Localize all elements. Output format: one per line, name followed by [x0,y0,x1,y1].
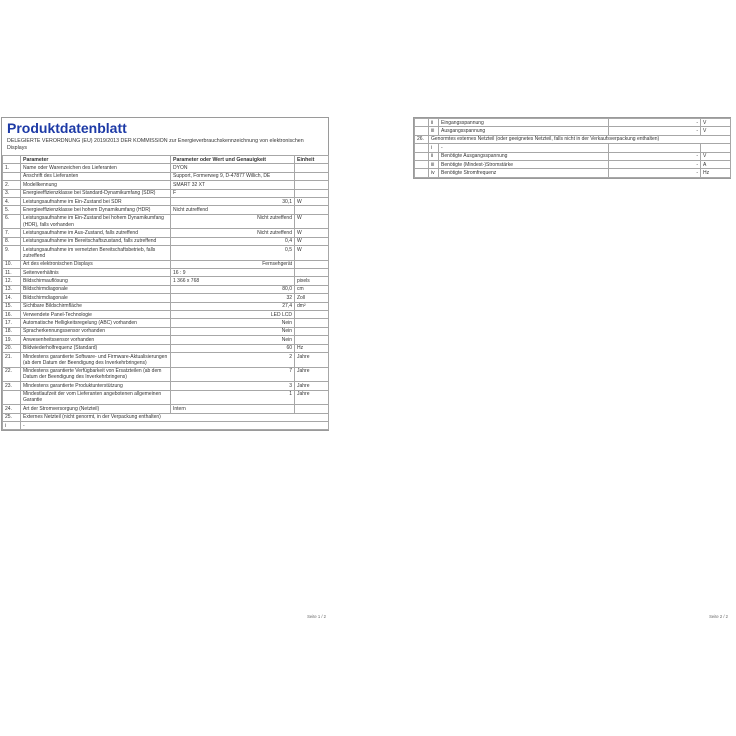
table-row [3,302,329,310]
row-num: 6. [3,214,21,229]
row-unit: dm² [295,302,329,310]
row-unit [295,336,329,344]
row-unit [295,172,329,180]
row-value: F [171,189,295,197]
row-unit [295,164,329,172]
row-param: Bildschirmdiagonale [21,294,171,302]
table-row [3,285,329,293]
row-value: 32 [171,294,295,302]
row-param: Anschrift des Lieferanten [21,172,171,180]
row-unit: W [295,214,329,229]
table-row [3,367,329,382]
row-unit: V [701,152,731,160]
row-num: 18. [3,327,21,335]
row-num [415,119,429,127]
row-param: Benötigte Ausgangsspannung [439,152,609,160]
table-row [3,382,329,390]
row-num: 14. [3,294,21,302]
row-unit [295,206,329,214]
row-unit: Jahre [295,367,329,382]
table-row [3,181,329,189]
row-value: 30,1 [171,197,295,205]
row-value: Intern [171,405,295,413]
row-param: Mindestens garantierte Software- und Firmware-Aktualisierungen (ab dem Datum der Beendigung des Inverkehrbringens) [21,353,171,368]
row-param: Mindestens garantierte Verfügbarkeit von Ersatzteilen (ab dem Datum der Beendigung des Inverkehrbringens) [21,367,171,382]
row-param: Automatische Helligkeitsregelung (ABC) vorhanden [21,319,171,327]
header-param: Parameter [21,156,171,164]
row-unit [295,260,329,268]
row-sub-num: i [3,421,21,429]
row-param: Anwesenheitssensor vorhanden [21,336,171,344]
row-num [415,144,429,152]
row-unit [295,311,329,319]
row-num: 25. [3,413,21,421]
row-value: Nicht zutreffend [171,229,295,237]
row-param: Leistungsaufnahme im Aus-Zustand, falls zutreffend [21,229,171,237]
row-sub-value: - [21,421,329,429]
header-value: Parameter oder Wert und Genauigkeit [171,156,295,164]
parameter-table-continued [414,118,731,178]
row-num: 10. [3,260,21,268]
row-param: Name oder Warenzeichen des Lieferanten [21,164,171,172]
row-param: Leistungsaufnahme im Ein-Zustand bei hohem Dynamikumfang (HDR), falls vorhanden [21,214,171,229]
row-param: Art des elektronischen Displays [21,260,171,268]
row-num [415,160,429,168]
row-value: 60 [171,344,295,352]
table-row [3,294,329,302]
row-value: - [609,160,701,168]
row-num [415,127,429,135]
row-num: 7. [3,229,21,237]
row-value: Nicht zutreffend [171,206,295,214]
row-unit: A [701,160,731,168]
row-value: DYON [171,164,295,172]
row-value: 0,5 [171,246,295,261]
row-value: Nicht zutreffend [171,214,295,229]
row-unit [295,405,329,413]
row-param: Externes Netzteil (nicht genormt, in der Verpackung enthalten) [21,413,329,421]
row-sub: iii [429,127,439,135]
row-num: 20. [3,344,21,352]
row-value: 27,4 [171,302,295,310]
datasheet-page-1 [0,114,330,626]
table-row [3,277,329,285]
row-param: Bildschirmauflösung [21,277,171,285]
row-unit: Zoll [295,294,329,302]
row-value: 0,4 [171,237,295,245]
row-value: 1 366 x 768 [171,277,295,285]
row-value: 2 [171,353,295,368]
row-num: 26. [415,135,429,143]
row-num: 24. [3,405,21,413]
table-row [3,353,329,368]
row-value: 16 : 9 [171,269,295,277]
row-sub: ii [429,152,439,160]
row-value: Support, Formerweg 9, D-47877 Willich, DE [171,172,295,180]
table-row [3,260,329,268]
row-param: - [439,144,609,152]
row-num: 2. [3,181,21,189]
datasheet-frame-2 [413,117,731,179]
table-row [3,336,329,344]
row-value: - [609,127,701,135]
page-footer: Seite 1 / 2 [307,614,326,619]
row-num: 3. [3,189,21,197]
row-value: Fernsehgerät [171,260,295,268]
row-unit: Jahre [295,353,329,368]
row-num: 11. [3,269,21,277]
row-value: 1 [171,390,295,405]
row-num: 15. [3,302,21,310]
row-num: 17. [3,319,21,327]
row-value: 7 [171,367,295,382]
row-unit: W [295,229,329,237]
row-param: Seitenverhältnis [21,269,171,277]
row-num: 22. [3,367,21,382]
row-value: SMART 32 XT [171,181,295,189]
row-unit: Hz [295,344,329,352]
table-row [3,197,329,205]
table-row [3,405,329,413]
row-param: Genormtes externes Netzteil (oder geeignetes Netzteil, falls nicht in der Verkaufsverpackung enthalten) [429,135,731,143]
row-num: 5. [3,206,21,214]
row-param: Eingangsspannung [439,119,609,127]
row-unit: W [295,237,329,245]
row-unit: Hz [701,169,731,177]
row-value: - [609,169,701,177]
row-sub: iii [429,160,439,168]
row-param: Leistungsaufnahme im Ein-Zustand bei SDR [21,197,171,205]
table-row [3,237,329,245]
datasheet-frame [1,117,329,431]
row-unit: V [701,127,731,135]
header-num [3,156,21,164]
row-num: 9. [3,246,21,261]
row-unit [295,327,329,335]
table-row [3,229,329,237]
row-unit: W [295,197,329,205]
table-row [3,421,329,429]
row-param: Spracherkennungssensor vorhanden [21,327,171,335]
parameter-table [2,155,329,430]
row-value: LED LCD [171,311,295,319]
row-unit: pixels [295,277,329,285]
row-value: Nein [171,336,295,344]
row-param: Verwendete Panel-Technologie [21,311,171,319]
table-row [3,189,329,197]
row-value: Nein [171,319,295,327]
row-param: Energieeffizienzklasse bei hohem Dynamikumfang (HDR) [21,206,171,214]
row-unit [701,144,731,152]
row-unit: Jahre [295,390,329,405]
row-param: Sichtbare Bildschirmfläche [21,302,171,310]
row-num: 23. [3,382,21,390]
row-param: Bildschirmdiagonale [21,285,171,293]
row-value: Nein [171,327,295,335]
row-num [415,169,429,177]
row-num [415,152,429,160]
row-param: Mindestens garantierte Produktunterstützung [21,382,171,390]
row-value: - [609,152,701,160]
table-row [3,164,329,172]
table-row [3,311,329,319]
table-row [3,413,329,421]
row-num: 12. [3,277,21,285]
row-unit: Jahre [295,382,329,390]
table-row [3,319,329,327]
header-unit: Einheit [295,156,329,164]
page-footer-2: Seite 2 / 2 [709,614,728,619]
row-unit [295,319,329,327]
row-unit [295,181,329,189]
row-value: 3 [171,382,295,390]
row-param: Mindestlaufzeit der vom Lieferanten angebotenen allgemeinen Garantie [21,390,171,405]
row-unit: W [295,246,329,261]
table-header-row [3,156,329,164]
table-row [415,135,731,143]
row-value: 80,0 [171,285,295,293]
row-num: 8. [3,237,21,245]
table-row [3,269,329,277]
row-unit [295,269,329,277]
row-param: Benötigte (Mindest-)Stromstärke [439,160,609,168]
table-row [415,127,731,135]
table-row [415,169,731,177]
row-unit [295,189,329,197]
row-num: 1. [3,164,21,172]
row-num: 13. [3,285,21,293]
row-num [3,390,21,405]
row-sub: ii [429,119,439,127]
datasheet-page-2 [410,114,736,626]
table-row [415,144,731,152]
row-param: Benötigte Stromfrequenz [439,169,609,177]
table-row [3,206,329,214]
row-sub: i [429,144,439,152]
row-value: - [609,119,701,127]
row-unit: cm [295,285,329,293]
table-row [3,327,329,335]
row-param: Art der Stromversorgung (Netzteil) [21,405,171,413]
row-num: 4. [3,197,21,205]
row-sub: iv [429,169,439,177]
row-unit: V [701,119,731,127]
row-num [3,172,21,180]
row-param: Leistungsaufnahme im Bereitschaftszustand, falls zutreffend [21,237,171,245]
row-param: Energieeffizienzklasse bei Standard-Dynamikumfang (SDR) [21,189,171,197]
page-title: Produktdatenblatt [7,120,127,136]
table-row [3,344,329,352]
row-value [609,144,701,152]
table-row [415,152,731,160]
row-num: 19. [3,336,21,344]
row-param: Bildwiederholfrequenz (Standard) [21,344,171,352]
row-param: Ausgangsspannung [439,127,609,135]
table-row [3,390,329,405]
row-param: Leistungsaufnahme im vernetzten Bereitschaftsbetrieb, falls zutreffend [21,246,171,261]
table-row [3,172,329,180]
table-row [415,119,731,127]
row-num: 21. [3,353,21,368]
regulation-intro: DELEGIERTE VERORDNUNG (EU) 2019/2013 DER KOMMISSION zur Energieverbrauchskennzeichnung von elektronischen Displays [7,138,304,151]
table-row [415,160,731,168]
row-num: 16. [3,311,21,319]
row-param: Modellkennung [21,181,171,189]
table-row [3,214,329,229]
table-row [3,246,329,261]
